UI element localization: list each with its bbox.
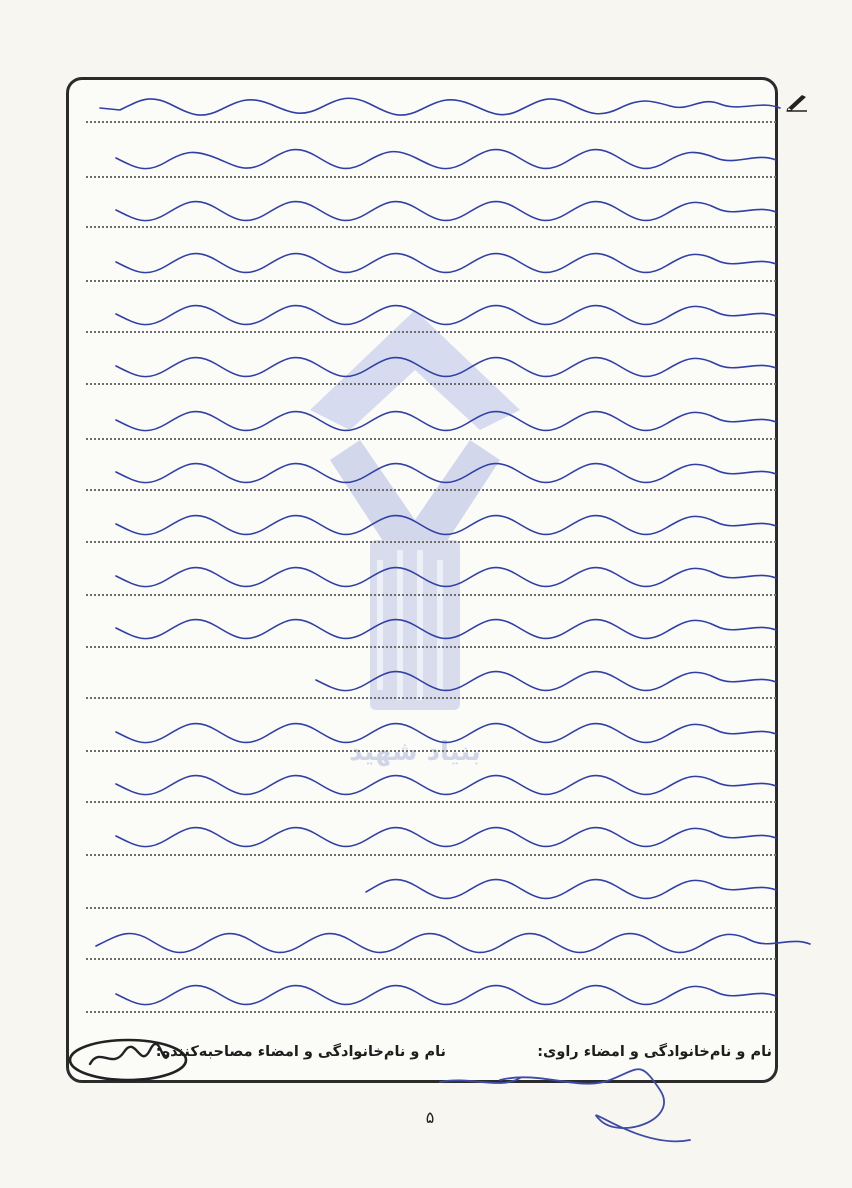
page-number: ۵ [425,1108,435,1127]
narrator-signature-label: نام و نام‌خانوادگی و امضاء راوی: [537,1044,772,1060]
interviewer-signature-label: نام و نام‌خانوادگی و امضاء مصاحبه‌کننده: [155,1044,446,1060]
watermark-text: بنیاد شهید [349,737,481,767]
footer-signature-labels [70,1044,782,1068]
